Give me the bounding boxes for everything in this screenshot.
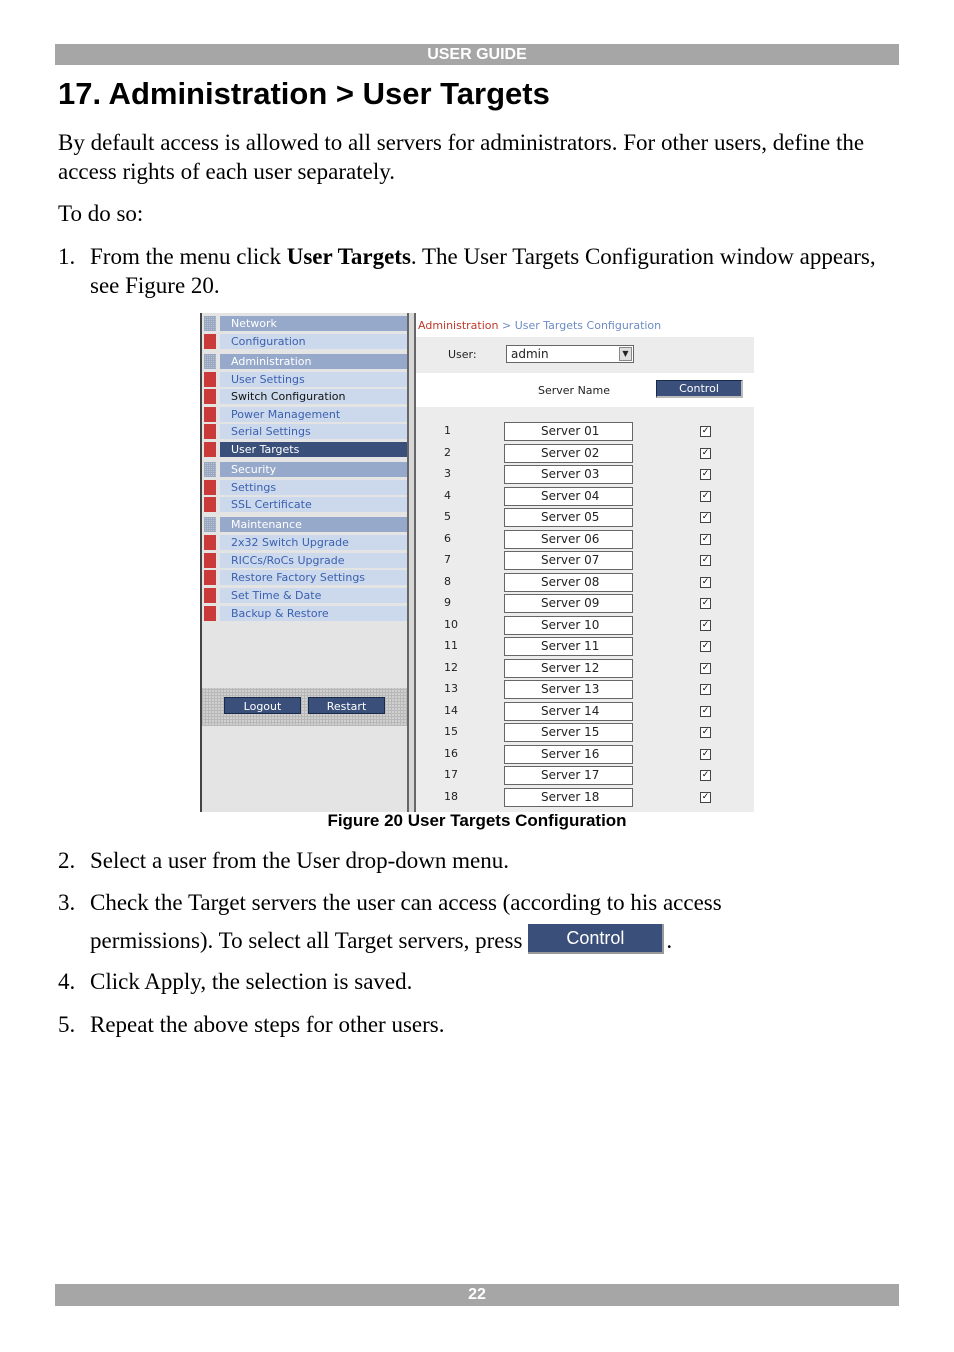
sidebar-item-label: Configuration (220, 334, 407, 349)
inline-control-button: Control (528, 924, 664, 954)
table-row (416, 636, 754, 656)
logout-button[interactable]: Logout (224, 697, 301, 714)
table-row (416, 507, 754, 527)
server-access-checkbox[interactable]: ✓ (701, 576, 710, 587)
page-title: 17. Administration > User Targets (58, 76, 550, 111)
menu-bullet-icon (204, 480, 216, 495)
figure-caption: Figure 20 User Targets Configuration (327, 811, 627, 830)
page-footer: 22 (55, 1284, 899, 1306)
server-number: 5 (444, 510, 451, 523)
config-panel (416, 313, 754, 812)
sidebar-item-settings[interactable] (202, 479, 407, 495)
server-name-input[interactable]: Server 16 (504, 745, 633, 764)
step-text-line2: permissions). To select all Target servers, press Control . (90, 926, 890, 958)
sidebar-item-2x32-switch-upgrade[interactable] (202, 534, 407, 550)
sidebar-item-label: Power Management (220, 407, 407, 422)
step-number: 1. (58, 244, 76, 269)
sidebar-item-network (202, 315, 407, 331)
server-list (416, 407, 754, 812)
table-row (416, 679, 754, 699)
section-grid-icon (204, 316, 216, 331)
server-number: 9 (444, 596, 451, 609)
server-number: 16 (444, 746, 458, 760)
server-number: 1 (444, 424, 451, 437)
step-number: 4. (58, 969, 76, 994)
server-access-checkbox[interactable]: ✓ (701, 469, 710, 479)
server-name-input[interactable]: Server 06 (504, 530, 633, 549)
menu-bullet-icon (204, 535, 216, 550)
server-name-input[interactable]: Server 09 (504, 594, 633, 613)
server-number: 10 (444, 617, 458, 631)
table-row (416, 787, 754, 807)
server-number: 6 (444, 531, 451, 545)
menu-bullet-icon (204, 389, 216, 404)
breadcrumb (418, 319, 661, 332)
sidebar-item-label: User Settings (220, 372, 407, 387)
menu-bullet-icon (204, 424, 216, 439)
server-name-input[interactable]: Server 08 (504, 573, 633, 592)
table-row (416, 421, 754, 441)
sidebar-item-configuration[interactable] (202, 333, 407, 349)
server-name-input[interactable]: Server 17 (504, 766, 633, 785)
server-number: 17 (444, 768, 458, 781)
server-name-input[interactable]: Server 11 (504, 637, 633, 656)
server-name-input[interactable]: Server 12 (504, 659, 633, 678)
step-text: Repeat the above steps for other users. (90, 1012, 445, 1037)
table-row (416, 529, 754, 549)
server-number: 7 (444, 553, 451, 566)
step-number: 3. (58, 890, 76, 915)
server-access-checkbox[interactable]: ✓ (701, 619, 710, 630)
step-number: 2. (58, 848, 76, 873)
sidebar-item-label: Administration (220, 354, 407, 369)
table-row (416, 572, 754, 592)
table-row (416, 443, 754, 463)
table-row (416, 593, 754, 613)
restart-button[interactable]: Restart (308, 697, 385, 714)
table-row (416, 658, 754, 678)
breadcrumb-current: > User Targets Configuration (498, 319, 662, 332)
server-name-header: Server Name (538, 384, 611, 397)
breadcrumb-admin[interactable]: Administration (418, 319, 499, 332)
table-row (416, 701, 754, 721)
sidebar-item-ssl-certificate[interactable] (202, 496, 407, 512)
server-access-checkbox[interactable]: ✓ (701, 426, 710, 436)
step-text-line1: Check the Target servers the user can access (according to his access (90, 890, 722, 915)
server-access-checkbox[interactable]: ✓ (701, 770, 710, 780)
server-access-checkbox[interactable]: ✓ (701, 662, 710, 673)
table-row (416, 486, 754, 506)
section-grid-icon (204, 517, 216, 532)
server-access-checkbox[interactable]: ✓ (701, 533, 710, 544)
sidebar-item-switch-configuration[interactable] (202, 388, 407, 404)
table-row (416, 744, 754, 764)
server-access-checkbox[interactable]: ✓ (701, 490, 710, 501)
sidebar-item-backup-restore[interactable] (202, 605, 407, 621)
server-number: 2 (444, 445, 451, 459)
sidebar-item-set-time-date[interactable] (202, 587, 407, 603)
sidebar-item-user-targets[interactable] (202, 441, 407, 457)
table-row (416, 464, 754, 484)
server-access-checkbox[interactable]: ✓ (701, 512, 710, 522)
user-label: User: (448, 348, 477, 361)
step-text: Select a user from the User drop-down menu. (90, 848, 509, 873)
menu-bullet-icon (204, 606, 216, 621)
server-access-checkbox[interactable]: ✓ (701, 598, 710, 608)
server-name-input[interactable]: Server 18 (504, 788, 633, 807)
server-name-input[interactable]: Server 03 (504, 465, 633, 484)
page-header: USER GUIDE (55, 44, 899, 65)
section-grid-icon (204, 354, 216, 369)
sidebar-item-maintenance (202, 516, 407, 532)
menu-bullet-icon (204, 497, 216, 512)
server-name-input[interactable]: Server 14 (504, 702, 633, 721)
server-number: 8 (444, 574, 451, 588)
server-number: 15 (444, 725, 458, 738)
server-access-checkbox[interactable]: ✓ (701, 555, 710, 565)
sidebar-item-label: Security (220, 462, 407, 477)
sidebar-item-label: SSL Certificate (220, 497, 407, 512)
sidebar-item-label: Set Time & Date (220, 588, 407, 603)
sidebar-item-administration (202, 353, 407, 369)
server-access-checkbox[interactable]: ✓ (701, 447, 710, 458)
step-text: Click Apply, the selection is saved. (90, 969, 413, 994)
server-name-input[interactable]: Server 07 (504, 551, 633, 570)
user-select[interactable]: admin ▼ (506, 345, 634, 363)
control-button[interactable]: Control (656, 380, 743, 398)
server-name-input[interactable]: Server 01 (504, 422, 633, 441)
server-number: 3 (444, 467, 451, 480)
server-access-checkbox[interactable]: ✓ (701, 705, 710, 716)
menu-bullet-icon (204, 553, 216, 568)
sidebar-item-label: Serial Settings (220, 424, 407, 439)
server-access-checkbox[interactable]: ✓ (701, 727, 710, 737)
sidebar-item-label: User Targets (220, 442, 407, 457)
menu-bullet-icon (204, 570, 216, 585)
sidebar-item-user-settings[interactable] (202, 371, 407, 387)
server-number: 14 (444, 703, 458, 717)
menu-bullet-icon (204, 407, 216, 422)
intro-paragraph: By default access is allowed to all servers for administrators. For other users, define the access rights of each user separately. (58, 130, 865, 184)
sidebar-item-serial-settings[interactable] (202, 423, 407, 439)
sidebar-item-label: Settings (220, 480, 407, 495)
menu-bullet-icon (204, 442, 216, 457)
menu-bullet-icon (204, 372, 216, 387)
server-name-input[interactable]: Server 13 (504, 680, 633, 699)
sidebar-item-riccs-rocs-upgrade[interactable] (202, 552, 407, 568)
step-number: 5. (58, 1012, 76, 1037)
sidebar-item-label: Backup & Restore (220, 606, 407, 621)
frame-divider (407, 313, 416, 812)
sidebar-item-label: RICCs/RoCs Upgrade (220, 553, 407, 568)
sidebar-item-label: Restore Factory Settings (220, 570, 407, 585)
menu-bullet-icon (204, 588, 216, 603)
sidebar-item-power-management[interactable] (202, 406, 407, 422)
server-name-input[interactable]: Server 10 (504, 616, 633, 635)
server-number: 18 (444, 789, 458, 803)
sidebar-item-label: 2x32 Switch Upgrade (220, 535, 407, 550)
sidebar-item-label: Maintenance (220, 517, 407, 532)
table-row (416, 722, 754, 742)
server-number: 13 (444, 682, 458, 695)
table-row (416, 615, 754, 635)
sidebar-item-restore-factory-settings[interactable] (202, 569, 407, 585)
server-access-checkbox[interactable]: ✓ (701, 641, 710, 651)
sidebar-item-security (202, 461, 407, 477)
user-targets-emphasis: User Targets (286, 244, 411, 269)
table-row (416, 765, 754, 785)
table-row (416, 550, 754, 570)
sidebar-item-label: Network (220, 316, 407, 331)
step-text: From the menu click User Targets. The User Targets Configuration window appears, see Figure 20. (90, 244, 876, 298)
user-targets-figure (200, 313, 754, 812)
server-number: 11 (444, 639, 458, 652)
user-row (416, 337, 754, 373)
server-name-input[interactable]: Server 05 (504, 508, 633, 527)
server-name-input[interactable]: Server 02 (504, 444, 633, 463)
server-number: 12 (444, 660, 458, 674)
server-access-checkbox[interactable]: ✓ (701, 748, 710, 759)
sidebar-menu (200, 313, 407, 812)
server-access-checkbox[interactable]: ✓ (701, 684, 710, 694)
sidebar-item-label: Switch Configuration (220, 389, 407, 404)
server-number: 4 (444, 488, 451, 502)
server-name-input[interactable]: Server 15 (504, 723, 633, 742)
table-header (416, 373, 754, 407)
menu-bullet-icon (204, 334, 216, 349)
chevron-down-icon: ▼ (619, 347, 632, 361)
todo-paragraph: To do so: (58, 201, 144, 226)
section-grid-icon (204, 462, 216, 477)
server-name-input[interactable]: Server 04 (504, 487, 633, 506)
server-access-checkbox[interactable]: ✓ (701, 791, 710, 802)
